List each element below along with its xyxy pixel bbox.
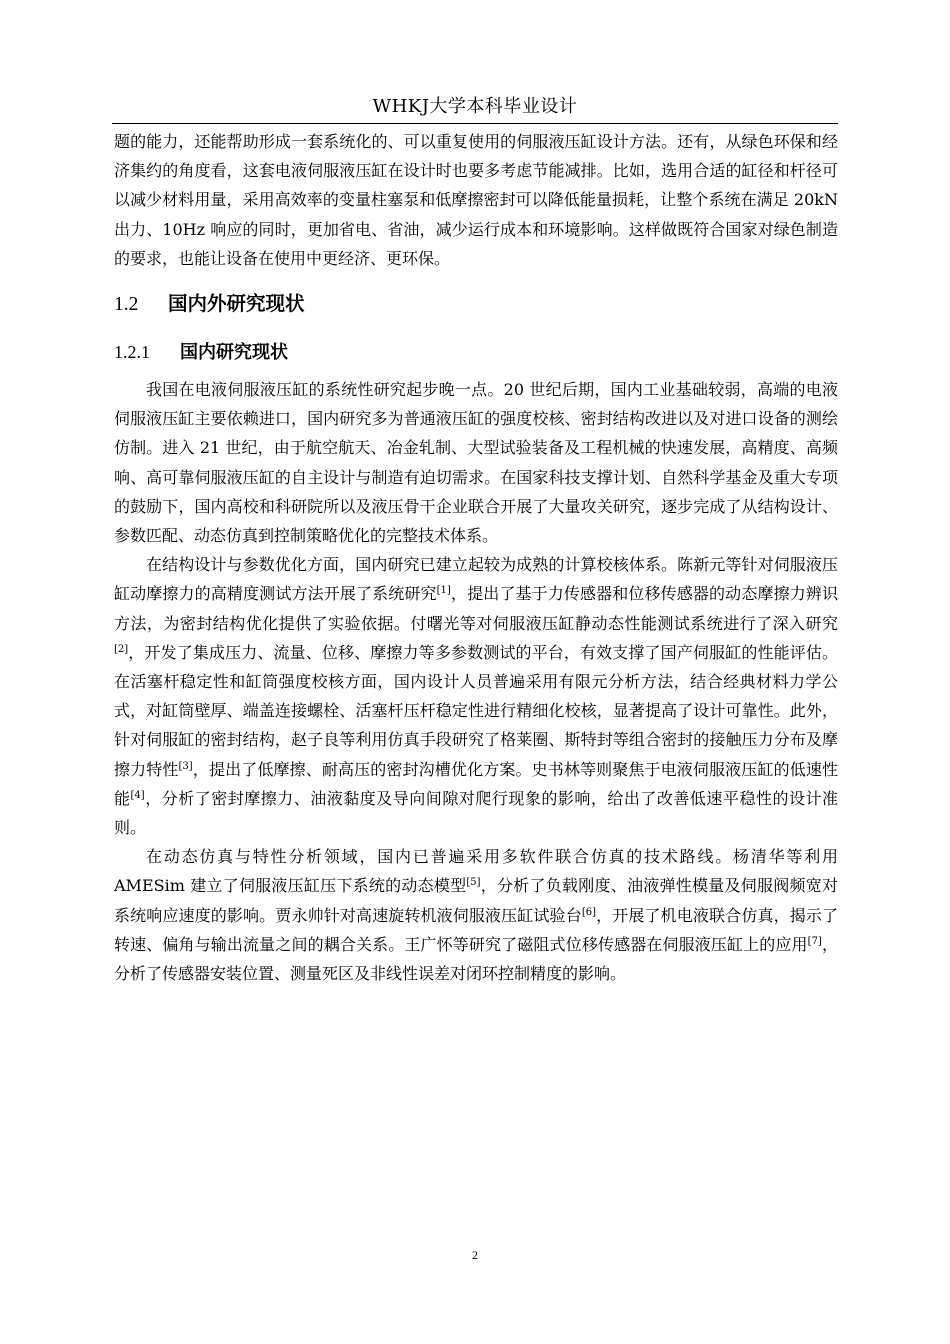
intro-paragraph: 题的能力，还能帮助形成一套系统化的、可以重复使用的伺服液压缸设计方法。还有，从绿色环保和经济集约的角度看，这套电液伺服液压缸在设计时也要多考虑节能减排。比如，选用合适的缸径和杆径可以减少材料用量，采用高效率的变量柱塞泵和低摩擦密封可以降低能量损耗，让整个系统在满足 20kN 出力、10Hz 响应的同时，更加省电、省油，减少运行成本和环境影响。这样做既符合国家对绿色制造的要求，也能让设备在使用中更经济、更环保。 (114, 132, 838, 268)
text-span: 在动态仿真与特性分析领域，国内已普遍采用多软件联合仿真的技术路线。杨清华等利用 AMESim 建立了伺服液压缸压下系统的动态模型 (114, 847, 838, 896)
text-span: ，提出了低摩擦、耐高压的密封沟槽优化方案。史书林等则聚焦于电液伺服液压缸的低速性能 (114, 759, 838, 808)
page-header: WHKJ大学本科毕业设计 (372, 96, 578, 117)
section-heading (114, 279, 838, 330)
paragraph-dynamic-simulation (114, 842, 838, 988)
paragraph-structural-design (114, 550, 838, 842)
page-number: 2 (472, 1248, 478, 1262)
section-number: 1.2 (114, 294, 139, 316)
page-body (114, 127, 838, 988)
citation-ref: [2] (114, 643, 129, 655)
text-span: ，分析了密封摩擦力、油液黏度及导向间隙对爬行现象的影响，给出了改善低速平稳性的设计准则。 (114, 788, 838, 838)
citation-ref: [6] (581, 906, 596, 918)
text-span: ，分析了传感器安装位置、测量死区及非线性误差对闭环控制精度的影响。 (114, 934, 838, 984)
text-span: ，开展了机电液联合仿真，揭示了转速、偏角与输出流量之间的耦合关系。王广怀等研究了磁阻式位移传感器在伺服液压缸上的应用 (114, 905, 838, 954)
citation-ref: [3] (178, 760, 193, 772)
citation-ref: [5] (466, 877, 481, 889)
text-span: ，分析了负载刚度、油液弹性模量及伺服阀频宽对系统响应速度的影响。贾永帅针对高速旋转机液伺服液压缸试验台 (114, 876, 838, 925)
paragraph-domestic-history: 我国在电液伺服液压缸的系统性研究起步晚一点。20 世纪后期，国内工业基础较弱，高端的电液伺服液压缸主要依赖进口，国内研究多为普通液压缸的强度校核、密封结构改进以及对进口设备的测绘仿制。进入 21 世纪，由于航空航天、冶金轧制、大型试验装备及工程机械的快速发展，高精度、高频响、高可靠伺服液压缸的自主设计与制造有迫切需求。在国家科技支撑计划、自然科学基金及重大专项的鼓励下，国内高校和科研院所以及液压骨干企业联合开展了大量攻关研究，逐步完成了从结构设计、参数匹配、动态仿真到控制策略优化的完整技术体系。 (114, 380, 838, 546)
section-title: 国内外研究现状 (168, 292, 305, 316)
citation-ref: [4] (130, 789, 145, 801)
text-span: 在结构设计与参数优化方面，国内研究已建立起较为成熟的计算校核体系。陈新元等针对伺服液压缸动摩擦力的高精度测试方法开展了系统研究 (114, 555, 838, 604)
citation-ref: [1] (436, 585, 451, 597)
subsection-number: 1.2.1 (114, 342, 150, 363)
text-span: ，开发了集成压力、流量、位移、摩擦力等多参数测试的平台，有效支撑了国产伺服缸的性能评估。在活塞杆稳定性和缸筒强度校核方面，国内设计人员普遍采用有限元分析方法，结合经典材料力学公式，对缸筒壁厚、端盖连接螺栓、活塞杆压杆稳定性进行精细化校核，显著提高了设计可靠性。此外，针对伺服缸的密封结构，赵子良等利用仿真手段研究了格莱圈、斯特封等组合密封的接触压力分布及摩擦力特性 (114, 642, 838, 779)
header-rule (112, 123, 838, 124)
subsection-heading (114, 330, 838, 375)
subsection-title: 国内研究现状 (180, 342, 288, 364)
text-span: ，提出了基于力传感器和位移传感器的动态摩擦力辨识方法，为密封结构优化提供了实验依据。付曙光等对伺服液压缸静动态性能测试系统进行了深入研究 (114, 584, 838, 633)
citation-ref: [7] (807, 935, 822, 947)
